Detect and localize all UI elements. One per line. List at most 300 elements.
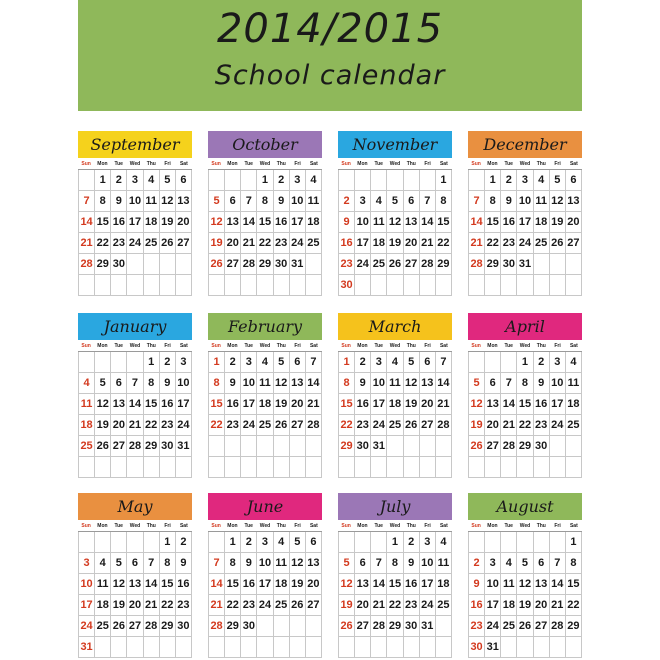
day-cell: 11 [534, 191, 550, 212]
day-cell: 1 [209, 352, 225, 373]
day-cell: 15 [485, 212, 501, 233]
day-cell: 4 [95, 553, 111, 574]
day-cell [306, 457, 322, 478]
weekday-header [78, 160, 192, 170]
weekday-label: Sat [309, 523, 318, 529]
day-cell: 4 [501, 553, 517, 574]
day-cell: 11 [566, 373, 582, 394]
day-cell: 24 [371, 415, 387, 436]
day-cell: 6 [566, 170, 582, 191]
day-cell: 4 [371, 191, 387, 212]
day-cell [534, 457, 550, 478]
day-cell: 1 [225, 532, 241, 553]
day-cell [144, 637, 160, 658]
day-cell: 12 [274, 373, 290, 394]
day-cell: 21 [241, 233, 257, 254]
weekday-label: Mon [487, 161, 498, 167]
day-cell [469, 457, 485, 478]
day-cell: 19 [339, 595, 355, 616]
weekday-label: Fri [424, 161, 431, 167]
day-cell: 21 [420, 233, 436, 254]
day-cell: 28 [501, 436, 517, 457]
day-cell: 10 [257, 553, 273, 574]
day-cell: 13 [127, 574, 143, 595]
day-cells [208, 170, 322, 296]
day-cells [208, 352, 322, 478]
day-cell [355, 457, 371, 478]
day-cell: 29 [387, 616, 403, 637]
day-cell: 3 [517, 170, 533, 191]
day-cell: 5 [209, 191, 225, 212]
day-cell: 15 [339, 394, 355, 415]
weekday-label: Fri [164, 343, 171, 349]
day-cell: 25 [306, 233, 322, 254]
day-cell: 12 [404, 373, 420, 394]
weekday-label: Tue [374, 161, 383, 167]
day-cell: 16 [355, 394, 371, 415]
day-cell [290, 637, 306, 658]
day-cell [144, 275, 160, 296]
weekday-label: Thu [406, 343, 416, 349]
day-cell [95, 275, 111, 296]
day-cell: 25 [371, 254, 387, 275]
day-cell [566, 457, 582, 478]
day-cell: 3 [355, 191, 371, 212]
day-cell: 28 [436, 415, 452, 436]
day-cell [225, 637, 241, 658]
day-cell: 31 [371, 436, 387, 457]
day-cell [355, 532, 371, 553]
day-cell: 11 [371, 212, 387, 233]
day-cell [306, 436, 322, 457]
day-cell: 2 [534, 352, 550, 373]
day-cell [550, 254, 566, 275]
month-grid [208, 160, 322, 296]
day-cell [550, 457, 566, 478]
weekday-label: Sun [81, 523, 91, 529]
day-cell [436, 616, 452, 637]
month-august [468, 493, 582, 660]
day-cell: 31 [176, 436, 192, 457]
day-cell: 14 [79, 212, 95, 233]
day-cell: 29 [160, 616, 176, 637]
day-cell [127, 254, 143, 275]
day-cell: 15 [517, 394, 533, 415]
day-cell: 8 [517, 373, 533, 394]
day-cell: 1 [387, 532, 403, 553]
day-cell [306, 254, 322, 275]
day-cell: 9 [160, 373, 176, 394]
day-cell [387, 170, 403, 191]
month-grid [468, 522, 582, 658]
weekday-label: Wed [389, 343, 401, 349]
day-cell: 24 [290, 233, 306, 254]
day-cell [339, 532, 355, 553]
day-cell [566, 436, 582, 457]
weekday-label: Wed [519, 343, 531, 349]
day-cell [501, 457, 517, 478]
day-cell: 26 [111, 616, 127, 637]
day-cell: 23 [501, 233, 517, 254]
day-cell [485, 275, 501, 296]
day-cell: 24 [127, 233, 143, 254]
day-cell: 10 [517, 191, 533, 212]
day-cell: 17 [485, 595, 501, 616]
day-cell: 17 [79, 595, 95, 616]
day-cell: 14 [241, 212, 257, 233]
day-cell: 22 [209, 415, 225, 436]
day-cell: 23 [160, 415, 176, 436]
day-cell: 30 [111, 254, 127, 275]
day-cell: 30 [160, 436, 176, 457]
day-cell [225, 457, 241, 478]
weekday-label: Sun [471, 523, 481, 529]
day-cell: 23 [404, 595, 420, 616]
day-cells [338, 352, 452, 478]
day-cell: 18 [534, 212, 550, 233]
day-cell [176, 254, 192, 275]
day-cell [469, 170, 485, 191]
day-cell [517, 532, 533, 553]
day-cell [257, 436, 273, 457]
day-cell: 4 [144, 170, 160, 191]
day-cell: 30 [404, 616, 420, 637]
day-cell [209, 170, 225, 191]
day-cell: 7 [79, 191, 95, 212]
day-cell: 27 [420, 415, 436, 436]
day-cell [404, 637, 420, 658]
weekday-label: Wed [519, 523, 531, 529]
day-cell [436, 275, 452, 296]
day-cell [95, 637, 111, 658]
day-cell: 13 [290, 373, 306, 394]
day-cell: 9 [534, 373, 550, 394]
day-cell: 14 [469, 212, 485, 233]
day-cell: 1 [566, 532, 582, 553]
day-cell: 27 [111, 436, 127, 457]
day-cell: 17 [257, 574, 273, 595]
weekday-label: Mon [487, 343, 498, 349]
day-cell: 27 [225, 254, 241, 275]
day-cell [371, 637, 387, 658]
weekday-header [208, 522, 322, 532]
day-cell: 27 [127, 616, 143, 637]
day-cell [257, 637, 273, 658]
day-cell: 16 [274, 212, 290, 233]
day-cells [338, 170, 452, 296]
day-cell: 20 [225, 233, 241, 254]
day-cell: 10 [79, 574, 95, 595]
day-cell [387, 637, 403, 658]
weekday-header [208, 342, 322, 352]
day-cell: 26 [274, 415, 290, 436]
day-cell [355, 637, 371, 658]
day-cell [79, 457, 95, 478]
day-cell: 28 [371, 616, 387, 637]
day-cell [469, 532, 485, 553]
weekday-label: Mon [227, 161, 238, 167]
day-cell: 20 [534, 595, 550, 616]
day-cells [338, 532, 452, 658]
day-cell [517, 637, 533, 658]
day-cell: 16 [339, 233, 355, 254]
weekday-header [468, 160, 582, 170]
day-cell [517, 457, 533, 478]
day-cell [436, 436, 452, 457]
weekday-label: Mon [227, 523, 238, 529]
day-cell: 23 [176, 595, 192, 616]
day-cell: 12 [517, 574, 533, 595]
day-cell: 7 [127, 373, 143, 394]
day-cell: 3 [176, 352, 192, 373]
weekday-label: Mon [227, 343, 238, 349]
day-cell: 18 [95, 595, 111, 616]
day-cell: 1 [517, 352, 533, 373]
weekday-label: Tue [504, 161, 513, 167]
day-cell: 10 [127, 191, 143, 212]
weekday-label: Fri [554, 161, 561, 167]
day-cell: 6 [290, 352, 306, 373]
weekday-label: Fri [164, 523, 171, 529]
day-cell: 2 [274, 170, 290, 191]
weekday-label: Sat [309, 161, 318, 167]
day-cell: 2 [501, 170, 517, 191]
month-december [468, 131, 582, 298]
day-cell: 29 [436, 254, 452, 275]
day-cell: 6 [485, 373, 501, 394]
day-cell: 17 [290, 212, 306, 233]
month-grid [338, 522, 452, 658]
day-cell: 30 [339, 275, 355, 296]
month-title: February [208, 313, 322, 340]
weekday-label: Sat [439, 161, 448, 167]
month-title: June [208, 493, 322, 520]
day-cells [468, 352, 582, 478]
day-cell: 3 [127, 170, 143, 191]
day-cell: 6 [176, 170, 192, 191]
day-cell: 11 [95, 574, 111, 595]
day-cell: 31 [290, 254, 306, 275]
day-cell: 8 [436, 191, 452, 212]
day-cell [404, 170, 420, 191]
day-cell: 28 [209, 616, 225, 637]
day-cell: 6 [355, 553, 371, 574]
day-cell [534, 275, 550, 296]
day-cell: 15 [257, 212, 273, 233]
day-cell: 27 [176, 233, 192, 254]
day-cell: 21 [371, 595, 387, 616]
day-cell: 13 [225, 212, 241, 233]
day-cell: 16 [469, 595, 485, 616]
weekday-label: Tue [374, 523, 383, 529]
day-cell: 2 [176, 532, 192, 553]
day-cell: 26 [209, 254, 225, 275]
weekday-label: Thu [146, 161, 156, 167]
day-cell [95, 352, 111, 373]
day-cell: 15 [209, 394, 225, 415]
day-cell [79, 275, 95, 296]
day-cell: 26 [95, 436, 111, 457]
day-cell [79, 532, 95, 553]
day-cell [127, 457, 143, 478]
day-cell [274, 457, 290, 478]
day-cell: 5 [290, 532, 306, 553]
day-cell [290, 436, 306, 457]
day-cell [274, 436, 290, 457]
day-cell [485, 352, 501, 373]
day-cell: 8 [257, 191, 273, 212]
day-cell: 1 [339, 352, 355, 373]
day-cell [566, 275, 582, 296]
day-cell [534, 532, 550, 553]
day-cell [436, 457, 452, 478]
day-cell [225, 436, 241, 457]
day-cell [241, 637, 257, 658]
day-cell: 25 [95, 616, 111, 637]
day-cell: 22 [144, 415, 160, 436]
weekday-header [338, 342, 452, 352]
day-cell [144, 254, 160, 275]
day-cell: 12 [339, 574, 355, 595]
day-cell: 8 [95, 191, 111, 212]
day-cell: 24 [355, 254, 371, 275]
day-cell: 3 [290, 170, 306, 191]
day-cell: 18 [436, 574, 452, 595]
day-cell [160, 275, 176, 296]
day-cell: 6 [127, 553, 143, 574]
day-cell: 21 [501, 415, 517, 436]
day-cell [485, 532, 501, 553]
day-cell [371, 275, 387, 296]
weekday-label: Mon [487, 523, 498, 529]
day-cell: 8 [485, 191, 501, 212]
day-cell: 5 [517, 553, 533, 574]
day-cell: 13 [534, 574, 550, 595]
day-cell [290, 616, 306, 637]
month-title: January [78, 313, 192, 340]
day-cell [387, 457, 403, 478]
weekday-label: Fri [164, 161, 171, 167]
weekday-label: Sat [179, 343, 188, 349]
day-cell [371, 457, 387, 478]
day-cell: 28 [420, 254, 436, 275]
day-cell: 10 [355, 212, 371, 233]
day-cell [241, 275, 257, 296]
day-cell: 12 [160, 191, 176, 212]
day-cell: 15 [436, 212, 452, 233]
day-cell [306, 637, 322, 658]
day-cell [420, 436, 436, 457]
day-cell: 17 [550, 394, 566, 415]
day-cell: 26 [160, 233, 176, 254]
day-cell [209, 637, 225, 658]
day-cell: 9 [274, 191, 290, 212]
day-cell [144, 457, 160, 478]
day-cell: 1 [257, 170, 273, 191]
day-cell: 11 [79, 394, 95, 415]
day-cell: 2 [469, 553, 485, 574]
day-cell: 5 [339, 553, 355, 574]
day-cell: 17 [420, 574, 436, 595]
day-cell: 11 [144, 191, 160, 212]
weekday-label: Tue [374, 343, 383, 349]
day-cell: 2 [225, 352, 241, 373]
day-cell: 4 [306, 170, 322, 191]
month-grid [78, 522, 192, 658]
weekday-label: Fri [424, 343, 431, 349]
day-cell: 5 [274, 352, 290, 373]
day-cell: 9 [355, 373, 371, 394]
day-cell [404, 275, 420, 296]
weekday-label: Sun [81, 343, 91, 349]
day-cell [95, 457, 111, 478]
weekday-label: Sun [471, 161, 481, 167]
day-cell: 18 [79, 415, 95, 436]
day-cell: 25 [566, 415, 582, 436]
day-cell: 2 [355, 352, 371, 373]
day-cell: 29 [144, 436, 160, 457]
day-cell: 1 [95, 170, 111, 191]
day-cell: 27 [534, 616, 550, 637]
day-cell: 29 [517, 436, 533, 457]
day-cell: 18 [257, 394, 273, 415]
day-cell: 1 [144, 352, 160, 373]
weekday-label: Wed [389, 161, 401, 167]
day-cell: 5 [160, 170, 176, 191]
month-grid [468, 160, 582, 296]
day-cell: 20 [127, 595, 143, 616]
weekday-label: Thu [276, 161, 286, 167]
weekday-label: Sat [309, 343, 318, 349]
month-january [78, 313, 192, 480]
day-cell [257, 616, 273, 637]
day-cell: 25 [79, 436, 95, 457]
day-cell [225, 275, 241, 296]
day-cell: 25 [257, 415, 273, 436]
day-cell: 7 [209, 553, 225, 574]
day-cell: 8 [566, 553, 582, 574]
day-cell: 9 [241, 553, 257, 574]
day-cell: 19 [387, 233, 403, 254]
day-cell [306, 275, 322, 296]
day-cell [79, 170, 95, 191]
day-cell: 26 [550, 233, 566, 254]
day-cell: 23 [469, 616, 485, 637]
day-cell: 7 [371, 553, 387, 574]
day-cell: 29 [225, 616, 241, 637]
weekday-label: Tue [244, 161, 253, 167]
day-cell: 17 [355, 233, 371, 254]
weekday-label: Thu [146, 343, 156, 349]
day-cell [209, 436, 225, 457]
day-cell: 18 [387, 394, 403, 415]
month-title: September [78, 131, 192, 158]
day-cell: 26 [290, 595, 306, 616]
day-cell [111, 637, 127, 658]
day-cell: 21 [209, 595, 225, 616]
day-cell: 4 [79, 373, 95, 394]
day-cell [501, 352, 517, 373]
day-cell: 20 [176, 212, 192, 233]
weekday-label: Sun [211, 343, 221, 349]
day-cell [209, 532, 225, 553]
day-cell: 3 [257, 532, 273, 553]
day-cell: 4 [436, 532, 452, 553]
weekday-label: Tue [114, 343, 123, 349]
day-cell [550, 532, 566, 553]
day-cell: 30 [534, 436, 550, 457]
day-cell: 9 [225, 373, 241, 394]
